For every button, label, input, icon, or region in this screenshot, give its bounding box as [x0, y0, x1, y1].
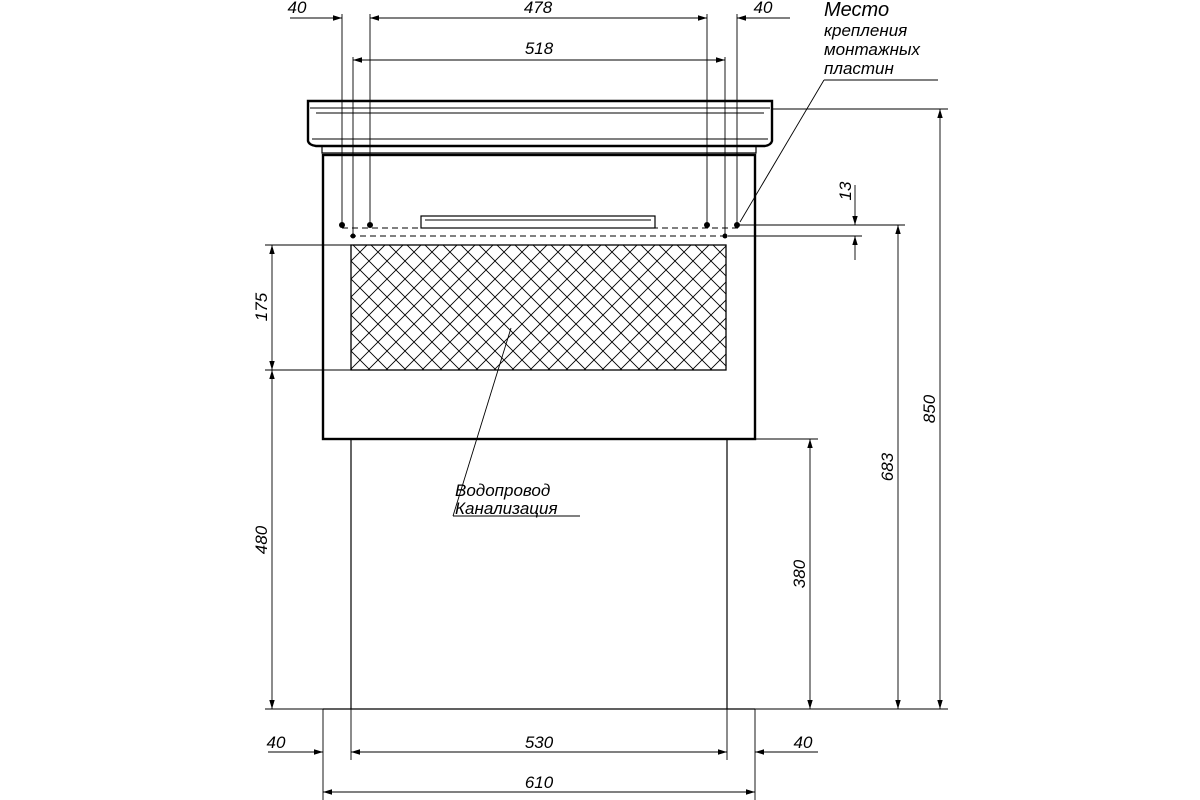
dim-pipe-zone-floor: 480 [252, 525, 271, 555]
dim-total-height: 850 [920, 394, 939, 424]
cabinet-body [323, 155, 755, 439]
note-mounting-line1: Место [824, 0, 890, 21]
dim-bottom-left: 40 [266, 733, 286, 752]
note-water: Водопровод [455, 481, 551, 500]
extension-lines [265, 14, 948, 800]
drawer-handle [421, 216, 655, 228]
dim-leg-height: 380 [790, 559, 809, 589]
dim-total-width: 610 [524, 773, 554, 792]
dimension-lines [252, 0, 940, 792]
dim-pipe-zone-height: 175 [252, 292, 271, 322]
dim-top-inner: 478 [523, 0, 553, 17]
countertop [308, 101, 772, 153]
note-mounting-line4: пластин [824, 59, 894, 78]
dim-plate-offset: 13 [836, 181, 855, 201]
dim-bottom-inner: 530 [524, 733, 554, 752]
pipe-zone-hatch [351, 245, 726, 370]
note-sewer: Канализация [455, 499, 558, 518]
lower-frame [323, 439, 755, 709]
note-mounting-line2: крепления [824, 21, 908, 40]
dim-bottom-right: 40 [793, 733, 813, 752]
note-mounting-line3: монтажных [824, 40, 920, 59]
dim-top-right: 40 [753, 0, 773, 17]
dim-plate-height: 683 [878, 452, 897, 482]
dim-plate-spacing: 518 [524, 39, 554, 58]
dim-top-left: 40 [287, 0, 307, 17]
